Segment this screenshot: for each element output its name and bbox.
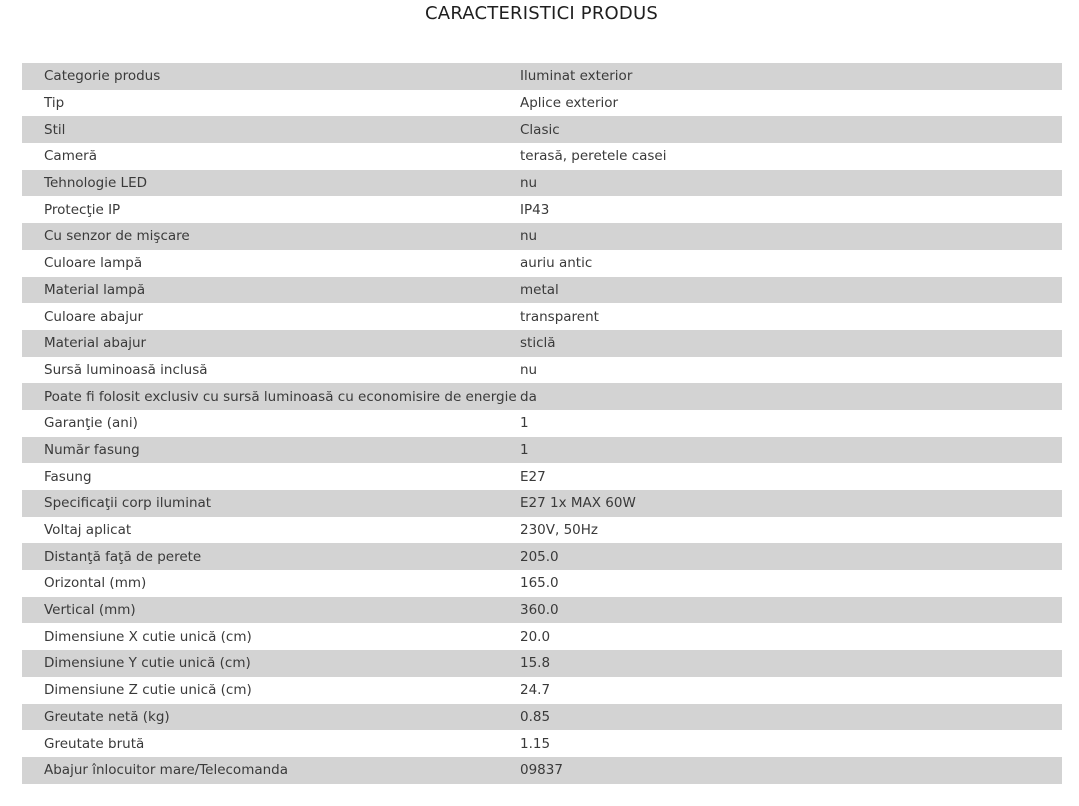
spec-row <box>22 277 1062 304</box>
spec-value: 09837 <box>520 762 563 779</box>
spec-key: Dimensiune Z cutie unică (cm) <box>44 682 252 699</box>
spec-value: Clasic <box>520 121 560 138</box>
spec-key: Distanţă faţă de perete <box>44 548 202 565</box>
spec-value: nu <box>520 228 538 245</box>
spec-row <box>22 143 1062 170</box>
spec-value: 1 <box>520 415 529 432</box>
spec-key: Culoare lampă <box>44 255 143 272</box>
spec-key: Culoare abajur <box>44 308 144 325</box>
spec-value: 205.0 <box>520 548 559 565</box>
spec-value: 1 <box>520 441 529 458</box>
spec-value: 230V, 50Hz <box>520 522 599 539</box>
spec-key: Abajur înlocuitor mare/Telecomanda <box>44 762 289 779</box>
spec-row <box>22 570 1062 597</box>
spec-row <box>22 303 1062 330</box>
spec-key: Orizontal (mm) <box>44 575 147 592</box>
section-title: CARACTERISTICI PRODUS <box>425 3 658 24</box>
spec-value: 20.0 <box>520 628 551 645</box>
spec-key: Cu senzor de mişcare <box>44 228 190 245</box>
spec-value: Aplice exterior <box>520 95 619 112</box>
spec-row <box>22 490 1062 517</box>
spec-key: Număr fasung <box>44 441 140 458</box>
spec-row <box>22 383 1062 410</box>
spec-row <box>22 517 1062 544</box>
spec-row <box>22 437 1062 464</box>
spec-row <box>22 543 1062 570</box>
spec-value: transparent <box>520 308 599 325</box>
spec-row <box>22 650 1062 677</box>
spec-row <box>22 597 1062 624</box>
spec-row <box>22 116 1062 143</box>
spec-row <box>22 623 1062 650</box>
spec-value: 165.0 <box>520 575 559 592</box>
spec-key: Fasung <box>44 468 92 485</box>
spec-value: 0.85 <box>520 708 551 725</box>
spec-key: Material lampă <box>44 281 146 298</box>
spec-value: metal <box>520 281 559 298</box>
spec-row <box>22 357 1062 384</box>
spec-row <box>22 170 1062 197</box>
spec-key: Material abajur <box>44 335 147 352</box>
spec-key: Protecţie IP <box>44 201 121 218</box>
spec-value: 15.8 <box>520 655 551 672</box>
spec-value: E27 1x MAX 60W <box>520 495 636 512</box>
spec-key: Cameră <box>44 148 97 165</box>
spec-key: Garanţie (ani) <box>44 415 138 432</box>
spec-key: Poate fi folosit exclusiv cu sursă luminoasă cu economisire de energie <box>44 388 517 405</box>
spec-value: Iluminat exterior <box>520 68 633 85</box>
spec-row <box>22 677 1062 704</box>
spec-row <box>22 410 1062 437</box>
spec-row <box>22 90 1062 117</box>
spec-key: Greutate netă (kg) <box>44 708 170 725</box>
spec-row <box>22 250 1062 277</box>
spec-row <box>22 757 1062 784</box>
spec-key: Dimensiune X cutie unică (cm) <box>44 628 252 645</box>
spec-value: IP43 <box>520 201 550 218</box>
spec-value: terasă, peretele casei <box>520 148 667 165</box>
spec-value: 24.7 <box>520 682 551 699</box>
spec-key: Dimensiune Y cutie unică (cm) <box>44 655 251 672</box>
spec-value: da <box>520 388 537 405</box>
spec-key: Greutate brută <box>44 735 145 752</box>
specs-table <box>22 63 1062 784</box>
spec-key: Sursă luminoasă inclusă <box>44 361 208 378</box>
spec-key: Categorie produs <box>44 68 161 85</box>
spec-key: Specificaţii corp iluminat <box>44 495 212 512</box>
spec-key: Voltaj aplicat <box>44 522 132 539</box>
spec-key: Stil <box>44 121 66 138</box>
spec-value: 1.15 <box>520 735 551 752</box>
spec-row <box>22 223 1062 250</box>
spec-key: Tip <box>44 95 65 112</box>
spec-row <box>22 330 1062 357</box>
spec-row <box>22 730 1062 757</box>
spec-value: nu <box>520 361 538 378</box>
spec-value: nu <box>520 175 538 192</box>
spec-value: auriu antic <box>520 255 593 272</box>
spec-row <box>22 704 1062 731</box>
spec-key: Vertical (mm) <box>44 602 136 619</box>
spec-value: E27 <box>520 468 546 485</box>
spec-row <box>22 196 1062 223</box>
spec-key: Tehnologie LED <box>44 175 148 192</box>
spec-value: sticlă <box>520 335 556 352</box>
spec-row <box>22 63 1062 90</box>
spec-row <box>22 463 1062 490</box>
spec-value: 360.0 <box>520 602 559 619</box>
